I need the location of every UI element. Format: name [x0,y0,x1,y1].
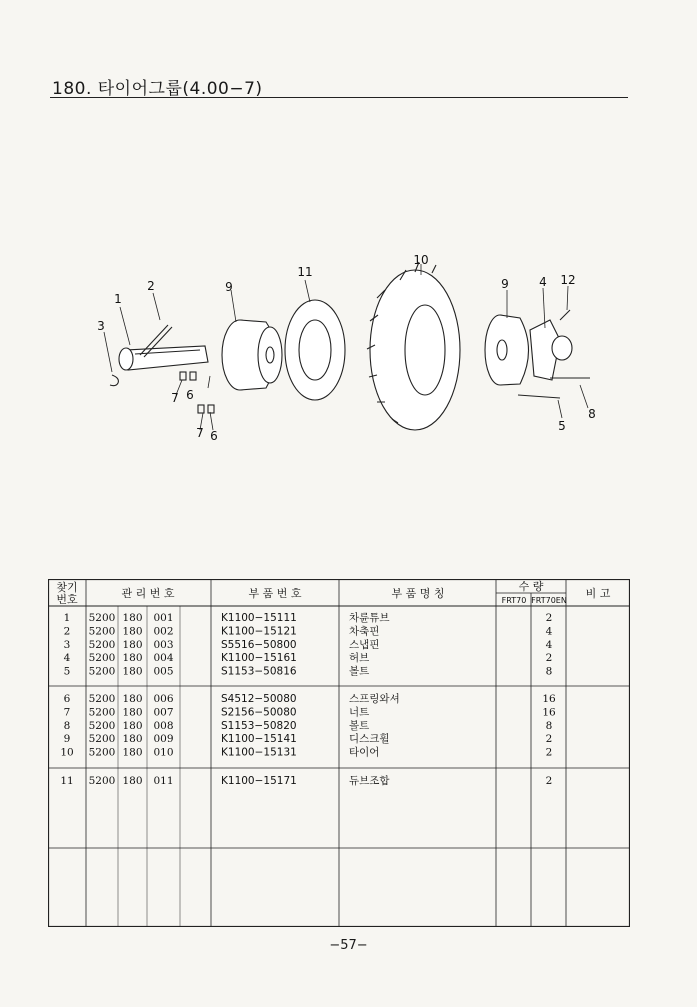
table-row [64,665,553,678]
callout-7a: 7 [171,391,179,405]
cell-part-name: 차륜튜브 [349,612,390,624]
cell-find-no: 6 [63,693,71,705]
cell-control-3: 010 [153,746,174,759]
header-qty-frt70en: FRT70EN [531,596,567,605]
table-row [60,774,552,787]
table-row [64,705,556,718]
table-row [64,719,553,732]
cell-control-1: 5200 [88,665,116,678]
cell-find-no: 2 [63,625,71,638]
callout-11: 11 [297,265,313,279]
header-find-no-line1: 찾기 [56,581,78,594]
cell-control-3: 002 [153,625,174,638]
cell-find-no: 8 [63,719,71,732]
cell-control-3: 011 [153,775,174,787]
callout-12: 12 [560,273,576,287]
parts-table-grid [48,579,630,927]
table-row [64,732,553,745]
table-row [64,638,553,651]
snap-pin-part [110,375,118,386]
cell-control-2: 180 [122,706,143,719]
table-row [64,692,556,705]
callout-3: 3 [97,319,105,333]
cell-control-1: 5200 [88,719,116,732]
callout-7b: 7 [196,426,204,440]
cell-find-no: 11 [60,775,74,787]
cell-find-no: 10 [60,746,74,759]
cell-control-3: 009 [153,733,174,746]
cell-find-no: 9 [63,733,71,746]
table-row [64,611,553,624]
cell-find-no: 4 [63,652,71,665]
cell-qty-frt70en: 2 [545,733,553,746]
cell-qty-frt70en: 16 [542,706,556,719]
nuts-washers-part [180,372,214,413]
callout-2: 2 [147,279,155,293]
axle-tube-part [119,346,208,370]
cell-part-name: 차축핀 [349,625,380,638]
cell-control-1: 5200 [88,775,116,787]
page-number: −57− [329,938,368,953]
cell-control-1: 5200 [88,638,116,651]
header-qty: 수 량 [518,580,544,593]
cell-control-1: 5200 [88,652,116,665]
cell-part-no: S1153−50820 [221,719,297,732]
cell-part-name: 듀브조합 [349,775,390,787]
header-control-no: 관 리 번 호 [121,587,175,600]
cell-control-2: 180 [122,775,143,787]
callout-5: 5 [558,419,566,433]
cell-control-3: 007 [153,706,174,719]
cell-part-name: 허브 [349,652,370,665]
callout-9a: 9 [225,280,233,294]
table-row [64,624,553,637]
cell-find-no: 1 [63,612,71,624]
cell-control-3: 003 [153,638,174,651]
cell-part-no: K1100−15131 [221,746,297,759]
cell-part-no: K1100−15121 [221,625,297,638]
callout-6a: 6 [186,388,194,402]
cell-part-no: K1100−15141 [221,733,297,746]
cell-part-no: S5516−50800 [221,638,297,651]
cell-control-2: 180 [122,652,143,665]
cell-part-no: K1100−15111 [221,612,297,624]
header-qty-frt70: FRT70 [501,596,527,605]
cell-qty-frt70en: 16 [542,693,556,705]
cell-control-3: 001 [153,612,174,624]
cell-qty-frt70en: 8 [545,719,553,732]
cell-control-2: 180 [122,665,143,678]
cell-qty-frt70en: 2 [545,652,553,665]
callout-9b: 9 [501,277,509,291]
cell-control-2: 180 [122,746,143,759]
cell-part-no: S4512−50080 [221,693,297,705]
cell-control-1: 5200 [88,625,116,638]
exploded-parts-diagram [40,140,660,560]
cell-control-1: 5200 [88,746,116,759]
cell-part-name: 타이어 [349,746,380,759]
cell-control-2: 180 [122,625,143,638]
header-part-no: 부 품 번 호 [248,587,302,600]
cell-part-name: 볼트 [349,719,370,732]
table-row [60,746,552,759]
bolts-part [518,378,590,398]
cell-part-name: 볼트 [349,665,370,678]
cell-control-1: 5200 [88,706,116,719]
cell-part-name: 스프링와셔 [349,693,400,705]
parts-table [48,579,630,927]
callout-6b: 6 [210,429,218,443]
tire-part [367,262,460,430]
cell-qty-frt70en: 8 [545,665,553,678]
hub-part [530,310,572,380]
page-title: 180. 타이어그룹(4.00−7) [52,79,263,99]
cell-part-no: K1100−15161 [221,652,297,665]
cell-control-3: 005 [153,665,174,678]
callout-10: 10 [413,253,429,267]
cell-control-3: 006 [153,693,174,705]
cell-control-2: 180 [122,612,143,624]
cell-control-1: 5200 [88,733,116,746]
left-disc-wheel-part [222,320,282,390]
cell-control-3: 008 [153,719,174,732]
callout-4: 4 [539,275,547,289]
cell-qty-frt70en: 4 [545,625,553,638]
cell-control-2: 180 [122,733,143,746]
cell-control-3: 004 [153,652,174,665]
cell-part-name: 스냅핀 [349,638,380,651]
cell-part-no: K1100−15171 [221,775,297,787]
table-row [64,651,553,664]
table-rows [60,611,556,787]
cell-find-no: 5 [63,665,71,678]
cell-part-no: S2156−50080 [221,706,297,719]
cell-qty-frt70en: 4 [545,638,553,651]
cell-part-no: S1153−50816 [221,665,297,678]
right-disc-wheel-part [485,315,529,385]
cell-qty-frt70en: 2 [545,746,553,759]
diagram-drawing [40,140,660,560]
cell-control-2: 180 [122,693,143,705]
callout-8: 8 [588,407,596,421]
tube-part [285,300,345,400]
cell-control-1: 5200 [88,693,116,705]
header-remarks: 비 고 [585,587,611,600]
cell-part-name: 디스크휠 [349,733,390,746]
cell-part-name: 너트 [349,706,370,719]
title-rule [50,97,628,98]
cell-qty-frt70en: 2 [545,612,553,624]
callout-1: 1 [114,292,122,306]
cell-find-no: 7 [63,706,71,719]
header-part-name: 부 품 명 칭 [391,587,445,600]
cell-control-1: 5200 [88,612,116,624]
cell-qty-frt70en: 2 [545,775,553,787]
cell-find-no: 3 [63,638,71,651]
header-find-no-line2: 번호 [56,593,78,606]
cell-control-2: 180 [122,638,143,651]
cell-control-2: 180 [122,719,143,732]
